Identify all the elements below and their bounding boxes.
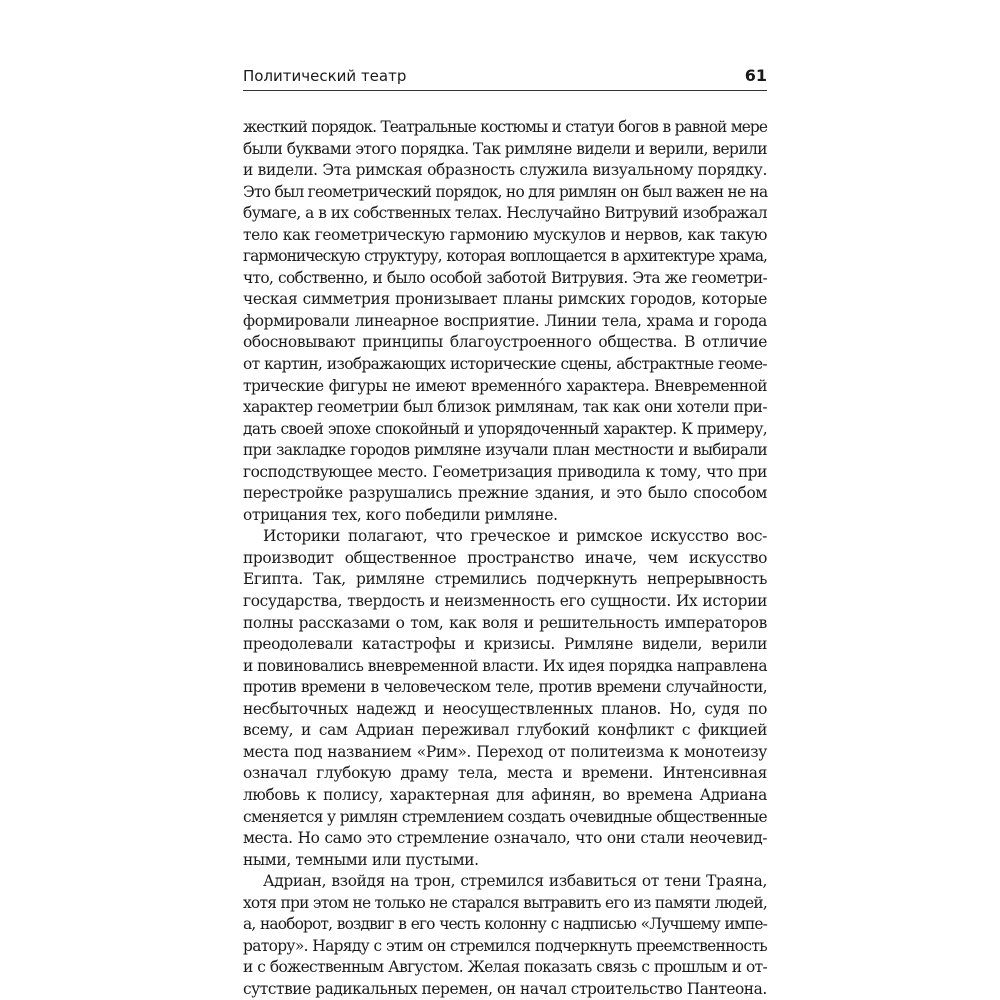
text-line: бумаге, а в их собственных телах. Неслучайно Витрувий изображал: [243, 204, 767, 223]
text-line: места под названием «Рим». Переход от политеизма к монотеизу: [243, 742, 767, 761]
paragraph: [243, 117, 767, 526]
page-number: 61: [744, 66, 767, 85]
paragraph: [243, 526, 767, 871]
text-line: господствующее место. Геометризация приводила к тому, что при: [243, 462, 767, 481]
text-line: были буквами этого порядка. Так римляне видели и верили, верили: [243, 139, 767, 158]
text-line: полны рассказами о том, как воля и решительность императоров: [243, 613, 767, 632]
running-header: [243, 66, 767, 91]
text-line: государства, твердость и неизменность его сущности. Их истории: [243, 592, 767, 611]
text-line: против времени в человеческом теле, против времени случайности,: [243, 678, 767, 697]
text-line: тело как геометрическую гармонию мускулов и нервов, как такую: [243, 225, 767, 244]
paragraph: [243, 871, 767, 1000]
text-line: Адриан, взойдя на трон, стремился избавиться от тени Траяна,: [263, 872, 767, 891]
text-line: Историки полагают, что греческое и римское искусство вос-: [263, 527, 767, 546]
text-line: означал глубокую драму тела, места и времени. Интенсивная: [243, 764, 767, 783]
chapter-title: Политический театр: [243, 67, 407, 85]
text-line: обосновывают принципы благоустроенного общества. В отличие: [243, 333, 767, 352]
body-text: [243, 117, 767, 1000]
text-line: и с божественным Августом. Желая показать связь с прошлым и от-: [243, 958, 767, 977]
text-line: перестройке разрушались прежние здания, и это было способом: [243, 484, 767, 503]
text-line: что, собственно, и было особой заботой Витрувия. Эта же геометри-: [243, 268, 767, 287]
text-line: трические фигуры не имеют временно́го характера. Вневременной: [243, 376, 767, 395]
text-line: формировали линеарное восприятие. Линии тела, храма и города: [243, 311, 767, 330]
text-line: Египта. Так, римляне стремились подчеркнуть непрерывность: [243, 570, 767, 589]
text-line: и повиновались вневременной власти. Их идея порядка направлена: [243, 656, 767, 675]
text-line: ными, темными или пустыми.: [243, 850, 479, 869]
text-line: отрицания тех, кого победили римляне.: [243, 505, 558, 524]
text-line: характер геометрии был близок римлянам, так как они хотели при-: [243, 398, 767, 417]
text-line: ческая симметрия пронизывает планы римских городов, которые: [243, 290, 767, 309]
text-line: сменяется у римлян стремлением создать очевидные общественные: [243, 807, 767, 826]
text-line: несбыточных надежд и неосуществленных планов. Но, судя по: [243, 699, 767, 718]
text-line: хотя при этом не только не старался вытравить его из памяти людей,: [243, 893, 767, 912]
text-line: любовь к полису, характерная для афинян, во времена Адриана: [243, 785, 767, 804]
text-line: а, наоборот, воздвиг в его честь колонну с надписью «Лучшему импе-: [243, 915, 767, 934]
text-line: жесткий порядок. Театральные костюмы и статуи богов в равной мере: [243, 118, 767, 136]
text-line: и видели. Эта римская образность служила визуальному порядку.: [243, 161, 767, 180]
text-line: преодолевали катастрофы и кризисы. Римляне видели, верили: [243, 635, 767, 654]
text-line: при закладке городов римляне изучали план местности и выбирали: [243, 441, 767, 460]
text-line: дать своей эпохе спокойный и упорядоченный характер. К примеру,: [243, 419, 767, 438]
text-line: места. Но само это стремление означало, что они стали неочевид-: [243, 829, 767, 848]
text-line: от картин, изображающих исторические сцены, абстрактные геоме-: [243, 355, 767, 374]
text-line: ратору». Наряду с этим он стремился подчеркнуть преемственность: [243, 936, 767, 955]
text-line: всему, и сам Адриан переживал глубокий конфликт с фикцией: [243, 721, 767, 740]
text-line: сутствие радикальных перемен, он начал строительство Пантеона.: [243, 979, 767, 998]
book-page: [243, 66, 767, 1000]
text-line: гармоническую структуру, которая воплощается в архитектуре храма,: [243, 247, 767, 266]
text-line: производит общественное пространство иначе, чем искусство: [243, 548, 767, 567]
text-line: Это был геометрический порядок, но для римлян он был важен не на: [243, 182, 768, 201]
